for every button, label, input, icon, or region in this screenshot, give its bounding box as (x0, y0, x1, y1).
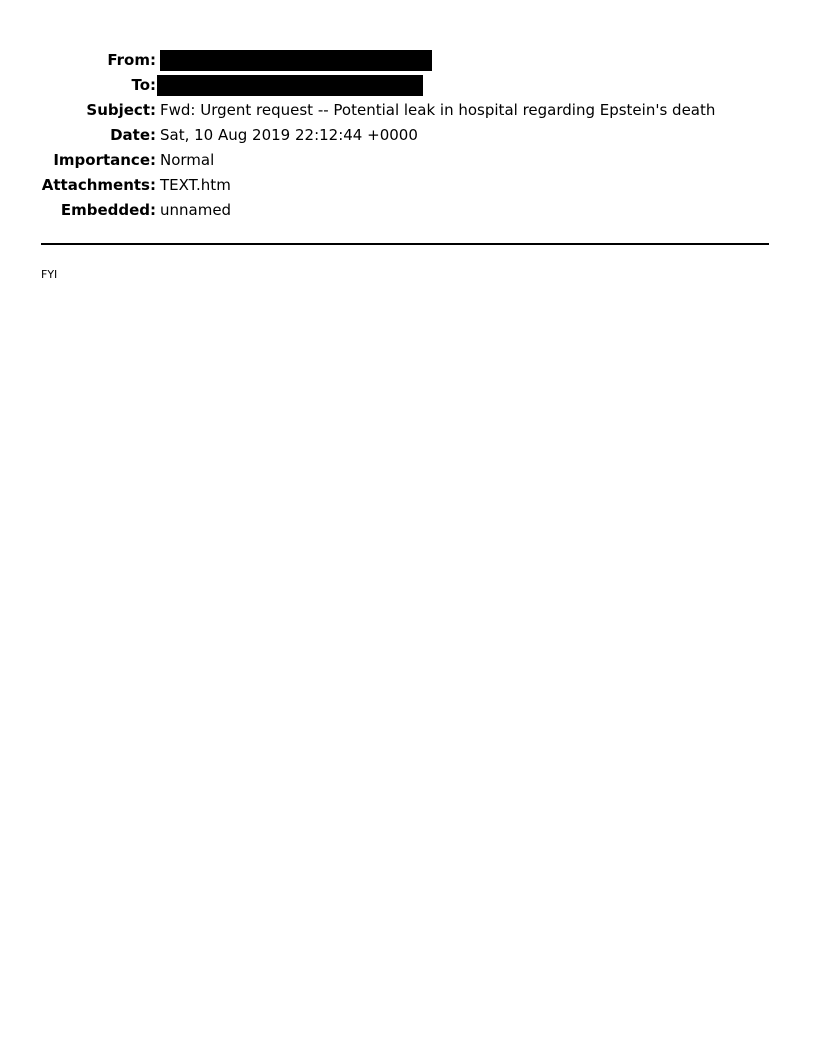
subject-label: Subject: (86, 101, 156, 119)
embedded-label: Embedded: (60, 201, 156, 219)
importance-value: Normal (160, 151, 215, 169)
attachments-label: Attachments: (41, 176, 156, 194)
subject-row (0, 98, 816, 123)
subject-value: Fwd: Urgent request -- Potential leak in hospital regarding Epstein's death (160, 101, 716, 119)
from-row (0, 48, 816, 73)
from-label: From: (107, 51, 156, 69)
message-body: FYI (41, 268, 58, 281)
attachments-value: TEXT.htm (160, 176, 231, 194)
embedded-value: unnamed (160, 201, 232, 219)
embedded-row (0, 198, 816, 223)
header-divider (41, 243, 769, 245)
email-header (0, 48, 816, 223)
importance-row (0, 148, 816, 173)
attachments-row (0, 173, 816, 198)
date-row (0, 123, 816, 148)
to-label: To: (131, 76, 156, 94)
to-redaction (157, 75, 423, 96)
date-value: Sat, 10 Aug 2019 22:12:44 +0000 (160, 126, 418, 144)
from-redaction (160, 50, 432, 71)
to-row (0, 73, 816, 98)
date-label: Date: (110, 126, 156, 144)
importance-label: Importance: (53, 151, 156, 169)
